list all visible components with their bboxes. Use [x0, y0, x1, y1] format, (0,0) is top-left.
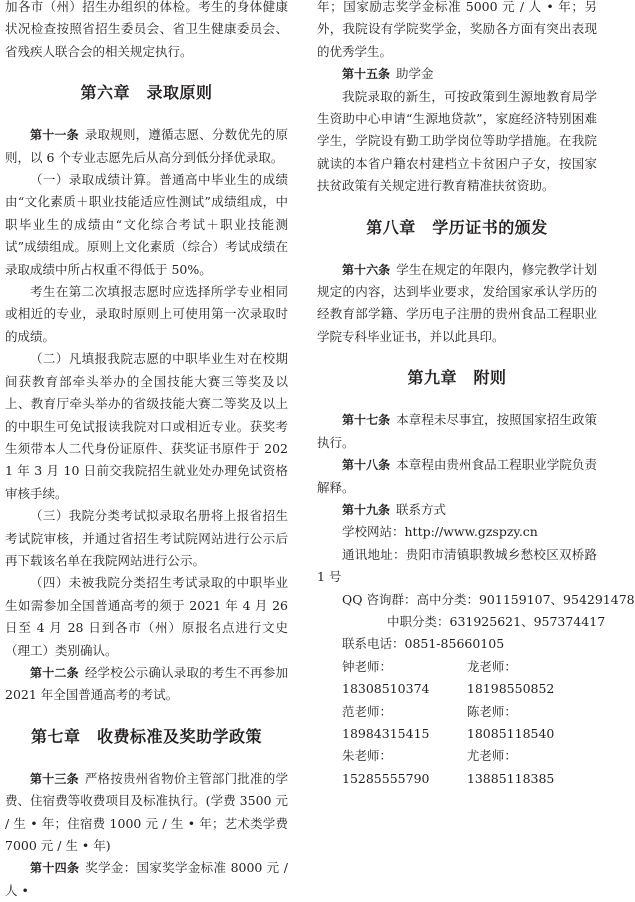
qq-group-high-school: QQ 咨询群：高中分类：901159107、954291478: [342, 591, 635, 607]
article-18-label: 第十八条: [342, 458, 391, 473]
chapter-7-title: 第七章 收费标准及奖助学政策: [30, 726, 262, 746]
article-16: [317, 259, 597, 349]
article-16-label: 第十六条: [342, 262, 391, 277]
article-12: [5, 662, 288, 707]
qq-group-vocational: 中职分类：631925621、957374417: [387, 613, 606, 629]
article-11-item-3: （三）我院分类考试拟录取名册将上报省招生考试院审核，并通过省招生考试院网站进行公示后再下载该名单在我院网站进行公示。: [5, 508, 288, 568]
article-16-text: 学生在规定的年限内，修完教学计划规定的内容，达到毕业要求，发给国家承认学历的经教育部学籍、学历电子注册的贵州食品工程职业学院专科毕业证书，并以此具印。: [317, 261, 597, 344]
article-13-text: 严格按贵州省物价主管部门批准的学费、住宿费等收费项目及标准执行。(学费 3500 元 / 生 • 年；住宿费 1000 元 / 生 • 年；艺术类学费 7000 元 / 生 • 年): [5, 770, 288, 853]
article-15-body: 我院录取的新生，可按政策到生源地教育局学生资助中心申请“生源地贷款”，家庭经济特别困难学生，学院设有勤工助学岗位等助学措施。在我院就读的本省户籍农村建档立卡贫困户子女，按国家扶贫政策有关规定进行教育精准扶贫资助。: [317, 88, 597, 194]
article-17: [317, 409, 597, 454]
article-13-label: 第十三条: [30, 771, 79, 786]
article-19-label: 第十九条: [342, 502, 391, 517]
chapter-6-title: 第六章 录取原则: [80, 83, 213, 103]
article-14-text: 奖学金：国家奖学金标准 8000 元 / 人 •: [5, 860, 288, 898]
article-19-text: 联系方式: [396, 501, 447, 517]
teacher-contact: 朱老师：15285555790: [342, 748, 430, 786]
teacher-contact: 尤老师：13885118385: [466, 748, 555, 786]
article-19: [317, 499, 597, 521]
article-17-text: 本章程未尽事宜，按照国家招生政策执行。: [317, 412, 597, 450]
article-18: [317, 454, 597, 499]
teacher-contact: 钟老师：18308510374: [342, 658, 430, 697]
article-15-text: 助学金: [396, 66, 434, 82]
paragraph-physical-exam: 加各市（州）招生办组织的体检。考生的身体健康状况检查按照省招生委员会、省卫生健康委员会、省残疾人联合会的相关规定执行。: [5, 0, 288, 59]
article-11-item-4: （四）未被我院分类招生考试录取的中职毕业生如需参加全国普通高考的须于 2021 年 4 月 26 日至 4 月 28 日到各市（州）原报名点进行文史（理工）类别确认。: [5, 575, 288, 658]
article-11-label: 第十一条: [30, 128, 79, 143]
paragraph-scholarship-cont: 年；国家励志奖学金标准 5000 元 / 人 • 年；另外，我院设有学院奖学金，奖励各方面有突出表现的优秀学生。: [317, 0, 597, 59]
teacher-contact: 范老师：18984315415: [342, 703, 430, 741]
left-column: [5, 0, 288, 902]
chapter-9-title: 第九章 附则: [407, 368, 507, 388]
article-11-text: 录取规则，遵循志愿、分数优先的原则，以 6 个专业志愿先后从高分到低分择优录取。: [5, 127, 288, 165]
article-11-item-1: （一）录取成绩计算。普通高中毕业生的成绩由“文化素质＋职业技能适应性测试”成绩组成，中职毕业生的成绩由“文化综合考试＋职业技能测试”成绩组成。原则上文化素质（综合）考试成绩在录取成绩中所占权重不得低于 50%。: [5, 172, 288, 277]
article-11-item-2: （二）凡填报我院志愿的中职毕业生对在校期间获教育部牵头举办的全国技能大赛三等奖及以上、教育厅牵头举办的省级技能大赛二等奖及以上的中职生可免试报读我院对口或相近专业。获奖考生须带本人二代身份证原件、获奖证书原件于 2021 年 3 月 10 日前交我院招生就业处办理免试资格审核手续。: [5, 351, 288, 501]
article-11: [5, 124, 288, 169]
teacher-contact-row: [317, 745, 597, 790]
mailing-address: 通讯地址：贵阳市清镇职教城乡愁校区双桥路 1 号: [317, 546, 597, 585]
article-12-text: 经学校公示确认录取的考生不再参加 2021 年全国普通高考的考试。: [5, 664, 288, 703]
teacher-contact: 龙老师：18198550852: [466, 658, 555, 697]
article-17-label: 第十七条: [342, 413, 391, 428]
article-18-text: 本章程由贵州食品工程职业学院负责解释。: [317, 457, 597, 495]
article-15-label: 第十五条: [342, 67, 391, 82]
article-11-second-choice: 考生在第二次填报志愿时应选择所学专业相同或相近的专业，录取时原则上可使用第一次录取时的成绩。: [5, 284, 288, 344]
article-15: [317, 63, 597, 85]
contact-phone: 联系电话：0851-85660105: [342, 636, 505, 652]
article-14: [5, 857, 288, 902]
article-12-label: 第十二条: [30, 665, 79, 680]
article-13: [5, 768, 288, 858]
chapter-8-title: 第八章 学历证书的颁发: [366, 217, 548, 237]
school-website[interactable]: 学校网站：http://www.gzspzy.cn: [342, 524, 538, 540]
right-column: [317, 0, 635, 790]
article-14-label: 第十四条: [30, 861, 80, 876]
teacher-contact-row: [317, 656, 597, 701]
teacher-contact: 陈老师：18085118540: [466, 703, 555, 741]
teacher-contact-row: [317, 701, 597, 746]
